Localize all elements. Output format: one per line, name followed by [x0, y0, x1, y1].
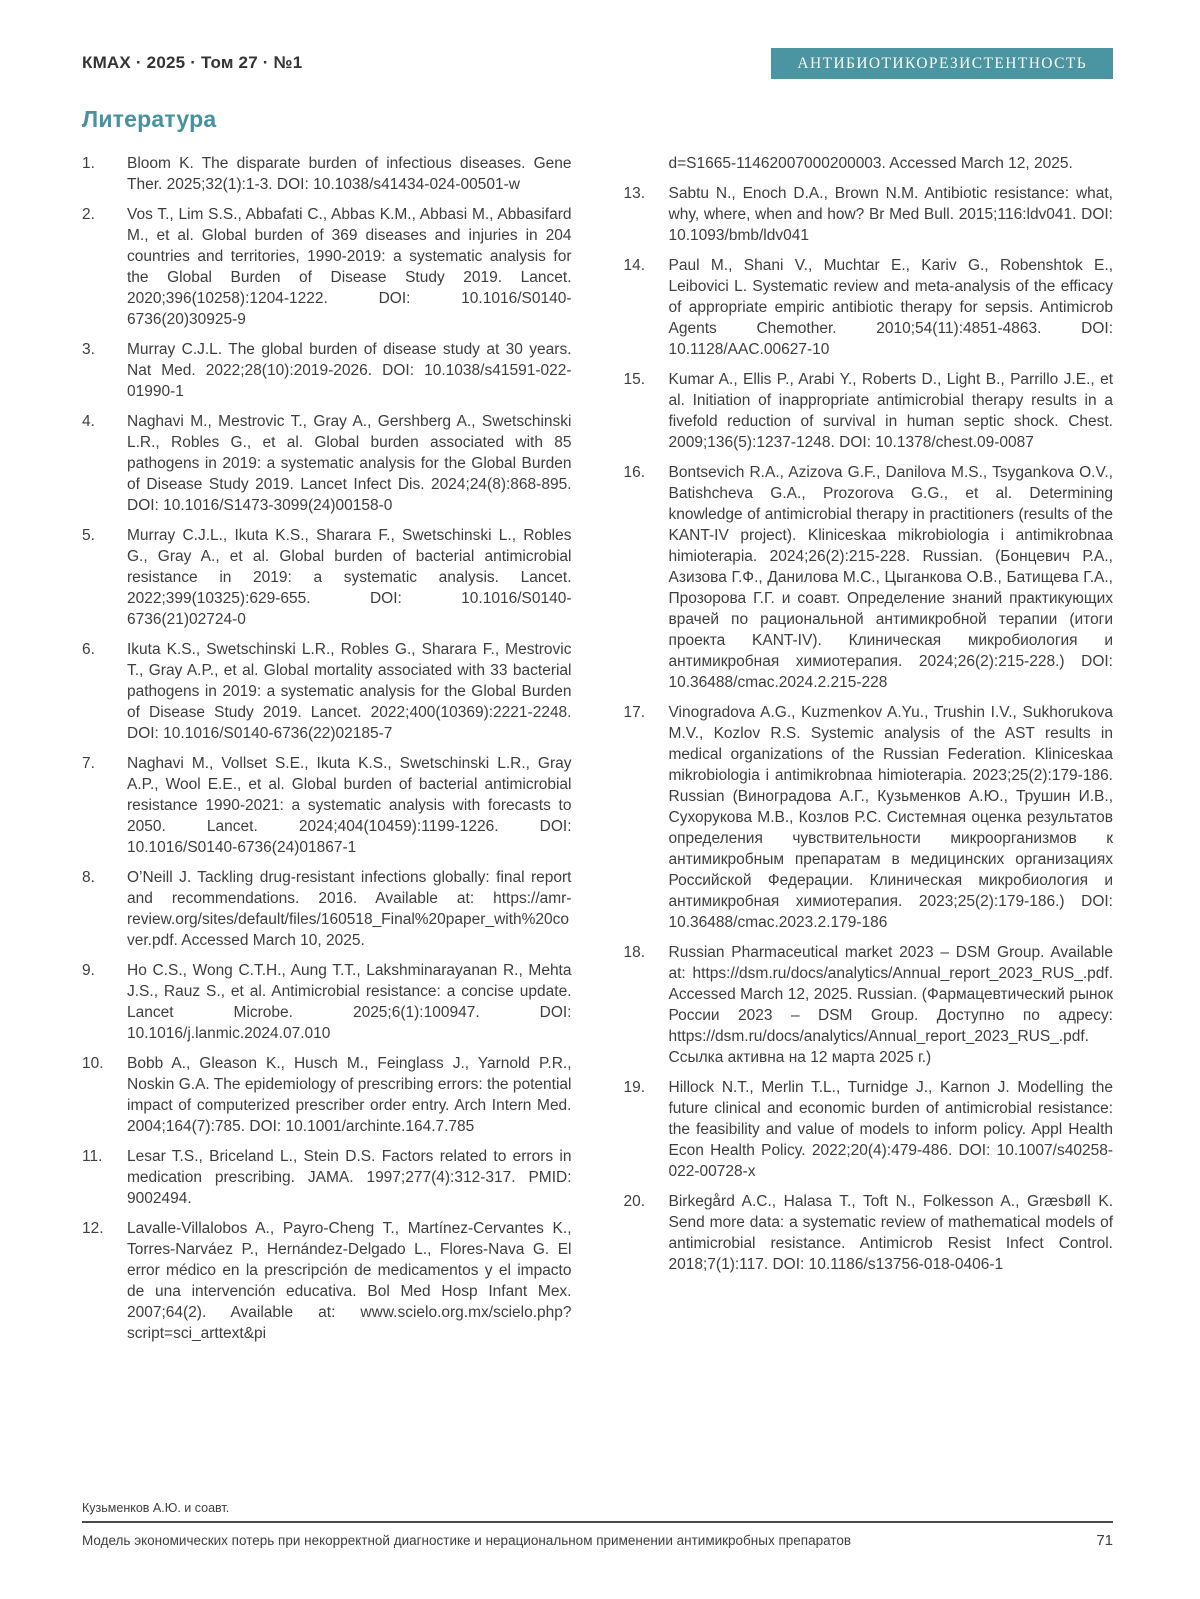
reference-text: Bobb A., Gleason K., Husch M., Feinglass J., Yarnold P.R., Noskin G.A. The epidemiology of prescribing errors: the potential impact of computerized prescriber order entry. Arch Intern Med. 2004;164(7):785. DOI: 10.1001/archinte.164.7.785 [127, 1055, 572, 1135]
reference-number: 13. [623, 185, 646, 202]
reference-item [624, 183, 1114, 246]
reference-item [82, 525, 572, 630]
reference-number: 20. [623, 1193, 646, 1210]
reference-text: d=S1665-11462007000200003. Accessed March 12, 2025. [668, 155, 1073, 172]
reference-text: Murray C.J.L., Ikuta K.S., Sharara F., Swetschinski L., Robles G., Gray A., et al. Global burden of bacterial antimicrobial resistance in 2019: a systematic analysis. Lancet. 2022;399(10325):629-655. DOI: 10.1016/S0140-6736(21)02724-0 [127, 527, 572, 628]
reference-item [82, 753, 572, 858]
reference-item [82, 867, 572, 951]
reference-number: 9. [82, 962, 95, 979]
references-column-left [82, 153, 572, 1344]
reference-number: 16. [623, 464, 646, 481]
page-header [82, 46, 1113, 80]
reference-item [82, 960, 572, 1044]
reference-text: Naghavi M., Mestrovic T., Gray A., Gershberg A., Swetschinski L.R., Robles G., et al. Global burden associated with 85 pathogens in 2019: a systematic analysis for the Global Burden of Disease Study 2019. Lancet Infect Dis. 2024;24(8):868-895. DOI: 10.1016/S1473-3099(24)00158-0 [127, 413, 572, 514]
reference-number: 3. [82, 341, 95, 358]
reference-number: 5. [82, 527, 95, 544]
reference-item [82, 1218, 572, 1344]
reference-number: 8. [82, 869, 95, 886]
running-article-title: Модель экономических потерь при некорректной диагностике и нерациональном применении антимикробных препаратов [82, 1533, 852, 1548]
reference-item [82, 204, 572, 330]
reference-number: 12. [82, 1220, 104, 1237]
footer-divider [82, 1521, 1113, 1523]
reference-text: Ikuta K.S., Swetschinski L.R., Robles G., Sharara F., Mestrovic T., Gray A.P., et al. Global mortality associated with 33 bacterial pathogens in 2019: a systematic analysis for the Global Burden of Disease Study 2019. Lancet. 2022;400(10369):2221-2248. DOI: 10.1016/S0140-6736(22)02185-7 [127, 641, 572, 742]
reference-item [82, 411, 572, 516]
reference-text: Lavalle-Villalobos A., Payro-Cheng T., Martínez-Cervantes K., Torres-Narváez P., Hernández-Delgado L., Flores-Nava G. El error médico en la prescripción de medicamentos y el impacto de una intervención educativa. Bol Med Hosp Infant Mex. 2007;64(2). Available at: www.scielo.org.mx/scielo.php?script=sci_arttext&pi [127, 1220, 572, 1342]
reference-item-continuation [624, 153, 1114, 174]
reference-number: 18. [623, 944, 646, 961]
reference-number: 7. [82, 755, 95, 772]
reference-text: Murray C.J.L. The global burden of disease study at 30 years. Nat Med. 2022;28(10):2019-2026. DOI: 10.1038/s41591-022-01990-1 [127, 341, 572, 400]
reference-number: 1. [82, 155, 95, 172]
reference-item [624, 255, 1114, 360]
reference-number: 15. [623, 371, 646, 388]
reference-item [82, 153, 572, 195]
reference-item [82, 339, 572, 402]
section-banner: АНТИБИОТИКОРЕЗИСТЕНТНОСТЬ [771, 48, 1113, 79]
reference-text: Bontsevich R.A., Azizova G.F., Danilova M.S., Tsygankova O.V., Batishcheva G.A., Prozorova G.G., et al. Determining knowledge of antimicrobial therapy in practitioners (results of the KANT-IV project). Kliniceskaa mikrobiologia i antimikrobnaa himioterapia. 2024;26(2):215-228. Russian. (Бонцевич Р.А., Азизова Г.Ф., Данилова М.С., Цыганкова О.В., Батищева Г.А., Прозорова Г.Г. и соавт. Определение знаний практикующих врачей по рациональной антимикробной терапии (итоги проекта KANT-IV). Клиническая микробиология и антимикробная химиотерапия. 2024;26(2):215-228.) DOI: 10.36488/cmac.2024.2.215-228 [668, 464, 1113, 691]
running-authors: Кузьменков А.Ю. и соавт. [82, 1501, 230, 1515]
reference-text: Kumar A., Ellis P., Arabi Y., Roberts D., Light B., Parrillo J.E., et al. Initiation of inappropriate antimicrobial therapy results in a fivefold reduction of survival in human septic shock. Chest. 2009;136(5):1237-1248. DOI: 10.1378/chest.09-0087 [668, 371, 1113, 451]
references-columns [82, 153, 1113, 1344]
reference-item [82, 1053, 572, 1137]
reference-item [624, 1077, 1114, 1182]
reference-number [624, 153, 669, 174]
reference-item [624, 1191, 1114, 1275]
reference-text: Birkegård A.C., Halasa T., Toft N., Folkesson A., Græsbøll K. Send more data: a systematic review of mathematical models of antimicrobial resistance. Antimicrob Resist Infect Control. 2018;7(1):117. DOI: 10.1186/s13756-018-0406-1 [668, 1193, 1113, 1273]
reference-number: 6. [82, 641, 95, 658]
reference-number: 10. [82, 1055, 104, 1072]
reference-number: 2. [82, 206, 95, 223]
reference-number: 11. [82, 1148, 103, 1165]
reference-item [624, 462, 1114, 693]
reference-text: Hillock N.T., Merlin T.L., Turnidge J., Karnon J. Modelling the future clinical and economic burden of antimicrobial resistance: the feasibility and value of models to inform policy. Appl Health Econ Health Policy. 2022;20(4):479-486. DOI: 10.1007/s40258-022-00728-x [668, 1079, 1113, 1180]
reference-number: 17. [623, 704, 646, 721]
reference-text: Russian Pharmaceutical market 2023 – DSM Group. Available at: https://dsm.ru/docs/analytics/Annual_report_2023_RUS_.pdf. Accessed March 12, 2025. Russian. (Фармацевтический рынок России 2023 – DSM Group. Доступно по адресу: https://dsm.ru/docs/analytics/Annual_report_2023_RUS_.pdf. Ссылка активна на 12 марта 2025 г.) [668, 944, 1113, 1066]
reference-item [82, 1146, 572, 1209]
footer-line [82, 1532, 1113, 1549]
reference-number: 4. [82, 413, 95, 430]
reference-item [624, 942, 1114, 1068]
reference-text: Vinogradova A.G., Kuzmenkov A.Yu., Trushin I.V., Sukhorukova M.V., Kozlov R.S. Systemic analysis of the AST results in medical organizations of the Russian Federation. Kliniceskaa mikrobiologia i antimikrobnaa himioterapia. 2023;25(2):179-186. Russian (Виноградова А.Г., Кузьменков А.Ю., Трушин И.В., Сухорукова М.В., Козлов Р.С. Системная оценка результатов определения чувствительности микроорганизмов к антимикробным препаратам в медицинских организациях Российской Федерации. Клиническая микробиология и антимикробная химиотерапия. 2023;25(2):179-186.) DOI: 10.36488/cmac.2023.2.179-186 [668, 704, 1113, 931]
reference-item [624, 369, 1114, 453]
journal-issue-info: КМАХ · 2025 · Том 27 · №1 [82, 53, 303, 72]
reference-number: 19. [623, 1079, 646, 1096]
page-footer [82, 1501, 1113, 1549]
reference-text: Naghavi M., Vollset S.E., Ikuta K.S., Swetschinski L.R., Gray A.P., Wool E.E., et al. Global burden of bacterial antimicrobial resistance 1990-2021: a systematic analysis with forecasts to 2050. Lancet. 2024;404(10459):1199-1226. DOI: 10.1016/S0140-6736(24)01867-1 [127, 755, 572, 856]
references-column-right [624, 153, 1114, 1344]
reference-text: Vos T., Lim S.S., Abbafati C., Abbas K.M., Abbasi M., Abbasifard M., et al. Global burden of 369 diseases and injuries in 204 countries and territories, 1990-2019: a systematic analysis for the Global Burden of Disease Study 2019. Lancet. 2020;396(10258):1204-1222. DOI: 10.1016/S0140-6736(20)30925-9 [127, 206, 572, 328]
reference-text: Lesar T.S., Briceland L., Stein D.S. Factors related to errors in medication prescribing. JAMA. 1997;277(4):312-317. PMID: 9002494. [127, 1148, 572, 1207]
page-number: 71 [1096, 1532, 1113, 1549]
reference-item [82, 639, 572, 744]
reference-number: 14. [623, 257, 646, 274]
page-title: Литература [82, 106, 217, 132]
reference-text: O’Neill J. Tackling drug-resistant infections globally: final report and recommendations. 2016. Available at: https://amr-review.org/sites/default/files/160518_Final%20paper_with%20cover.pdf. Accessed March 10, 2025. [127, 869, 572, 949]
reference-text: Bloom K. The disparate burden of infectious diseases. Gene Ther. 2025;32(1):1-3. DOI: 10.1038/s41434-024-00501-w [127, 155, 572, 193]
reference-text: Ho C.S., Wong C.T.H., Aung T.T., Lakshminarayanan R., Mehta J.S., Rauz S., et al. Antimicrobial resistance: a concise update. Lancet Microbe. 2025;6(1):100947. DOI: 10.1016/j.lanmic.2024.07.010 [127, 962, 572, 1042]
reference-item [624, 702, 1114, 933]
reference-text: Sabtu N., Enoch D.A., Brown N.M. Antibiotic resistance: what, why, where, when and how? Br Med Bull. 2015;116:ldv041. DOI: 10.1093/bmb/ldv041 [668, 185, 1113, 244]
reference-text: Paul M., Shani V., Muchtar E., Kariv G., Robenshtok E., Leibovici L. Systematic review and meta-analysis of the efficacy of appropriate empiric antibiotic therapy for sepsis. Antimicrob Agents Chemother. 2010;54(11):4851-4863. DOI: 10.1128/AAC.00627-10 [668, 257, 1113, 358]
